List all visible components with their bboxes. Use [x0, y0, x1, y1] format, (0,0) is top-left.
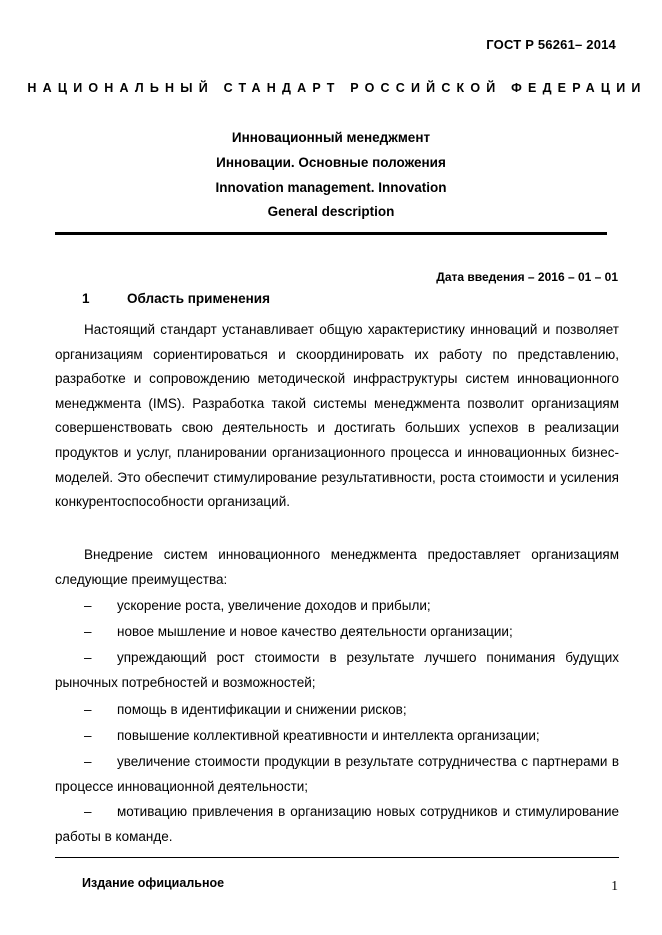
document-code: ГОСТ Р 56261– 2014: [486, 37, 616, 52]
title-line-2: Инновации. Основные положения: [216, 155, 446, 170]
list-item: [55, 799, 619, 850]
bullet-dash: –: [84, 804, 92, 819]
national-standard-heading: НАЦИОНАЛЬНЫЙ СТАНДАРТ РОССИЙСКОЙ ФЕДЕРАЦИИ: [27, 81, 647, 95]
list-item-text: упреждающий рост стоимости в результате лучшего понимания будущих рыночных потребностей и возможностей;: [55, 650, 619, 691]
list-item-text: новое мышление и новое качество деятельности организации;: [117, 624, 513, 639]
introduction-date: Дата введения – 2016 – 01 – 01: [436, 270, 618, 284]
list-item: [55, 619, 619, 644]
list-item: [55, 749, 619, 800]
page-number: 1: [611, 878, 618, 893]
list-item-text: увеличение стоимости продукции в результате сотрудничества с партнерами в процессе инновационной деятельности;: [55, 754, 619, 795]
section-title: Область применения: [127, 291, 270, 306]
paragraph-benefits-intro: Внедрение систем инновационного менеджмента предоставляет организациям следующие преимущества:: [55, 547, 619, 587]
title-line-3: Innovation management. Innovation: [215, 180, 447, 195]
title-line-1: Инновационный менеджмент: [231, 130, 431, 145]
bullet-dash: –: [84, 728, 92, 743]
bullet-dash: –: [84, 624, 92, 639]
title-line-4: General description: [267, 204, 395, 219]
bullet-dash: –: [84, 754, 92, 769]
title-divider: [55, 232, 607, 235]
edition-label: Издание официальное: [82, 876, 225, 890]
section-number: 1: [82, 291, 90, 306]
list-item: [55, 645, 619, 696]
bullet-dash: –: [84, 598, 92, 613]
list-item-text: повышение коллективной креативности и интеллекта организации;: [117, 728, 540, 743]
bullet-dash: –: [84, 650, 92, 665]
list-item: [55, 697, 619, 722]
list-item-text: мотивацию привлечения в организацию новых сотрудников и стимулирование работы в команде.: [55, 804, 619, 845]
paragraph-scope: Настоящий стандарт устанавливает общую характеристику инноваций и позволяет организациям сориентироваться и скоординировать их работу по представлению, разработке и сопровождению методической инфраструктуры систем инновационного менеджмента (IMS). Разработка такой системы менеджмента позволит организациям совершенствовать свою деятельность и достигать больших успехов в реализации продуктов и услуг, планировании организационного процесса и инновационных бизнес-моделей. Это обеспечит стимулирование результативности, роста стоимости и усиления конкурентоспособности организаций.: [55, 322, 619, 510]
bullet-dash: –: [84, 702, 92, 717]
list-item-text: помощь в идентификации и снижении рисков;: [117, 702, 407, 717]
list-item-text: ускорение роста, увеличение доходов и прибыли;: [117, 598, 431, 613]
footer-divider: [55, 857, 619, 858]
list-item: [55, 593, 619, 618]
list-item: [55, 723, 619, 748]
